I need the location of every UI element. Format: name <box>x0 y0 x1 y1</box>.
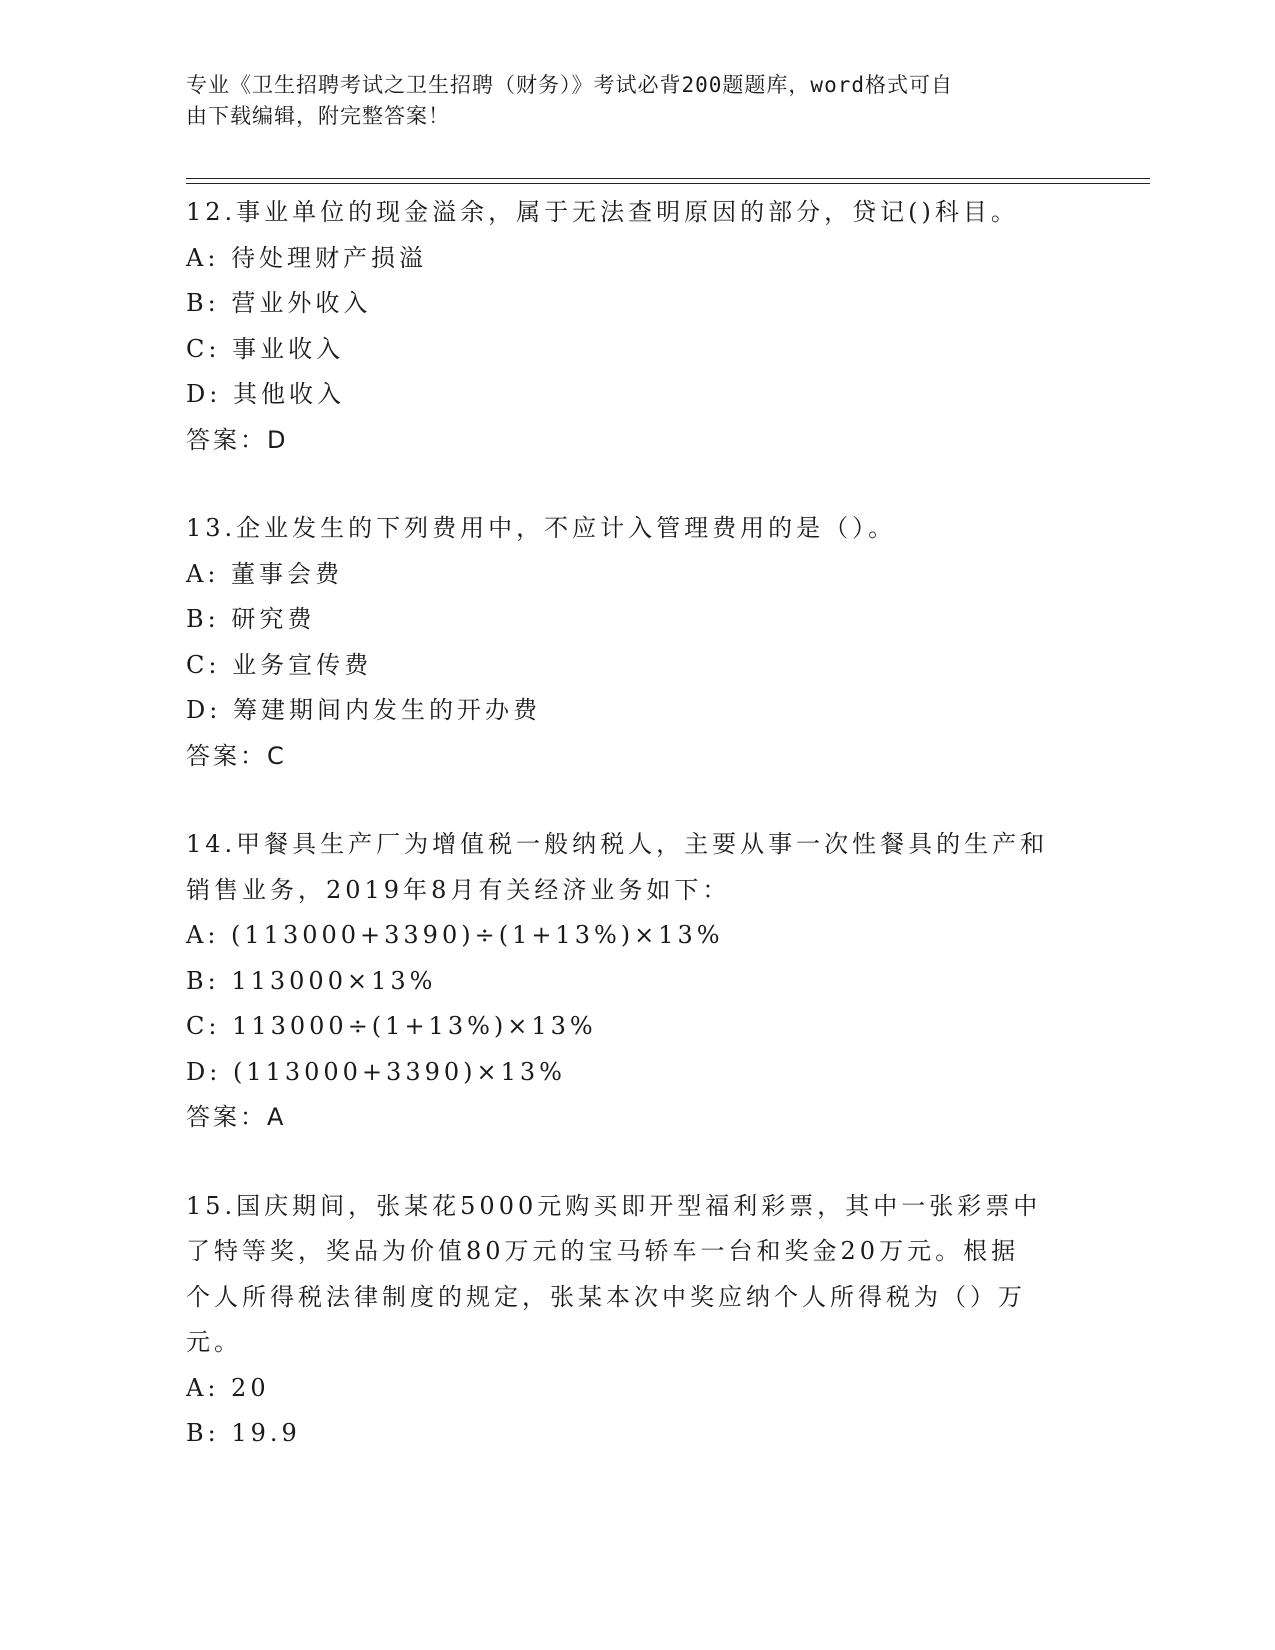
question-list <box>186 190 1086 1500</box>
option-d: D: (113000+3390)×13% <box>186 1057 566 1086</box>
question-stem-line: 12.事业单位的现金溢余，属于无法查明原因的部分，贷记()科目。 <box>186 198 1019 226</box>
option-d: D: 其他收入 <box>186 380 345 408</box>
question-14 <box>186 822 1086 1141</box>
answer: 答案：A <box>186 1103 287 1131</box>
question-stem-line: 15.国庆期间，张某花5000元购买即开型福利彩票，其中一张彩票中 <box>186 1191 1042 1220</box>
document-header <box>186 70 1066 132</box>
header-line-1: 专业《卫生招聘考试之卫生招聘（财务）》考试必背200题题库，word格式可自 <box>186 73 953 97</box>
option-a: A: 董事会费 <box>186 559 344 588</box>
option-d: D: 筹建期间内发生的开办费 <box>186 696 541 724</box>
question-13 <box>186 506 1086 779</box>
question-15 <box>186 1184 1086 1457</box>
header-divider-bottom <box>186 183 1150 184</box>
option-a: A: 20 <box>186 1373 270 1402</box>
question-stem-line: 个人所得税法律制度的规定，张某本次中奖应纳个人所得税为（）万 <box>186 1282 1026 1311</box>
question-stem-line: 了特等奖，奖品为价值80万元的宝马轿车一台和奖金20万元。根据 <box>186 1237 1020 1265</box>
question-stem-line: 13.企业发生的下列费用中，不应计入管理费用的是（）。 <box>186 514 897 542</box>
option-a: A: 待处理财产损溢 <box>186 243 428 272</box>
answer: 答案：C <box>186 741 287 770</box>
option-b: B: 营业外收入 <box>186 289 372 317</box>
question-12 <box>186 190 1086 463</box>
question-stem-line: 14.甲餐具生产厂为增值税一般纳税人，主要从事一次性餐具的生产和 <box>186 830 1049 858</box>
option-b: B: 19.9 <box>186 1419 301 1447</box>
question-stem-line: 元。 <box>186 1328 242 1356</box>
option-c: C: 113000÷(1+13%)×13% <box>186 1012 597 1040</box>
option-b: B: 研究费 <box>186 605 316 633</box>
answer: 答案：D <box>186 425 289 454</box>
option-b: B: 113000×13% <box>186 966 437 995</box>
question-stem-line: 销售业务，2019年8月有关经济业务如下： <box>186 875 731 904</box>
option-c: C: 事业收入 <box>186 334 345 363</box>
option-a: A: (113000+3390)÷(1+13%)×13% <box>186 921 724 949</box>
header-divider-top <box>186 178 1150 179</box>
header-line-2: 由下载编辑，附完整答案！ <box>186 104 450 128</box>
option-c: C: 业务宣传费 <box>186 650 373 679</box>
